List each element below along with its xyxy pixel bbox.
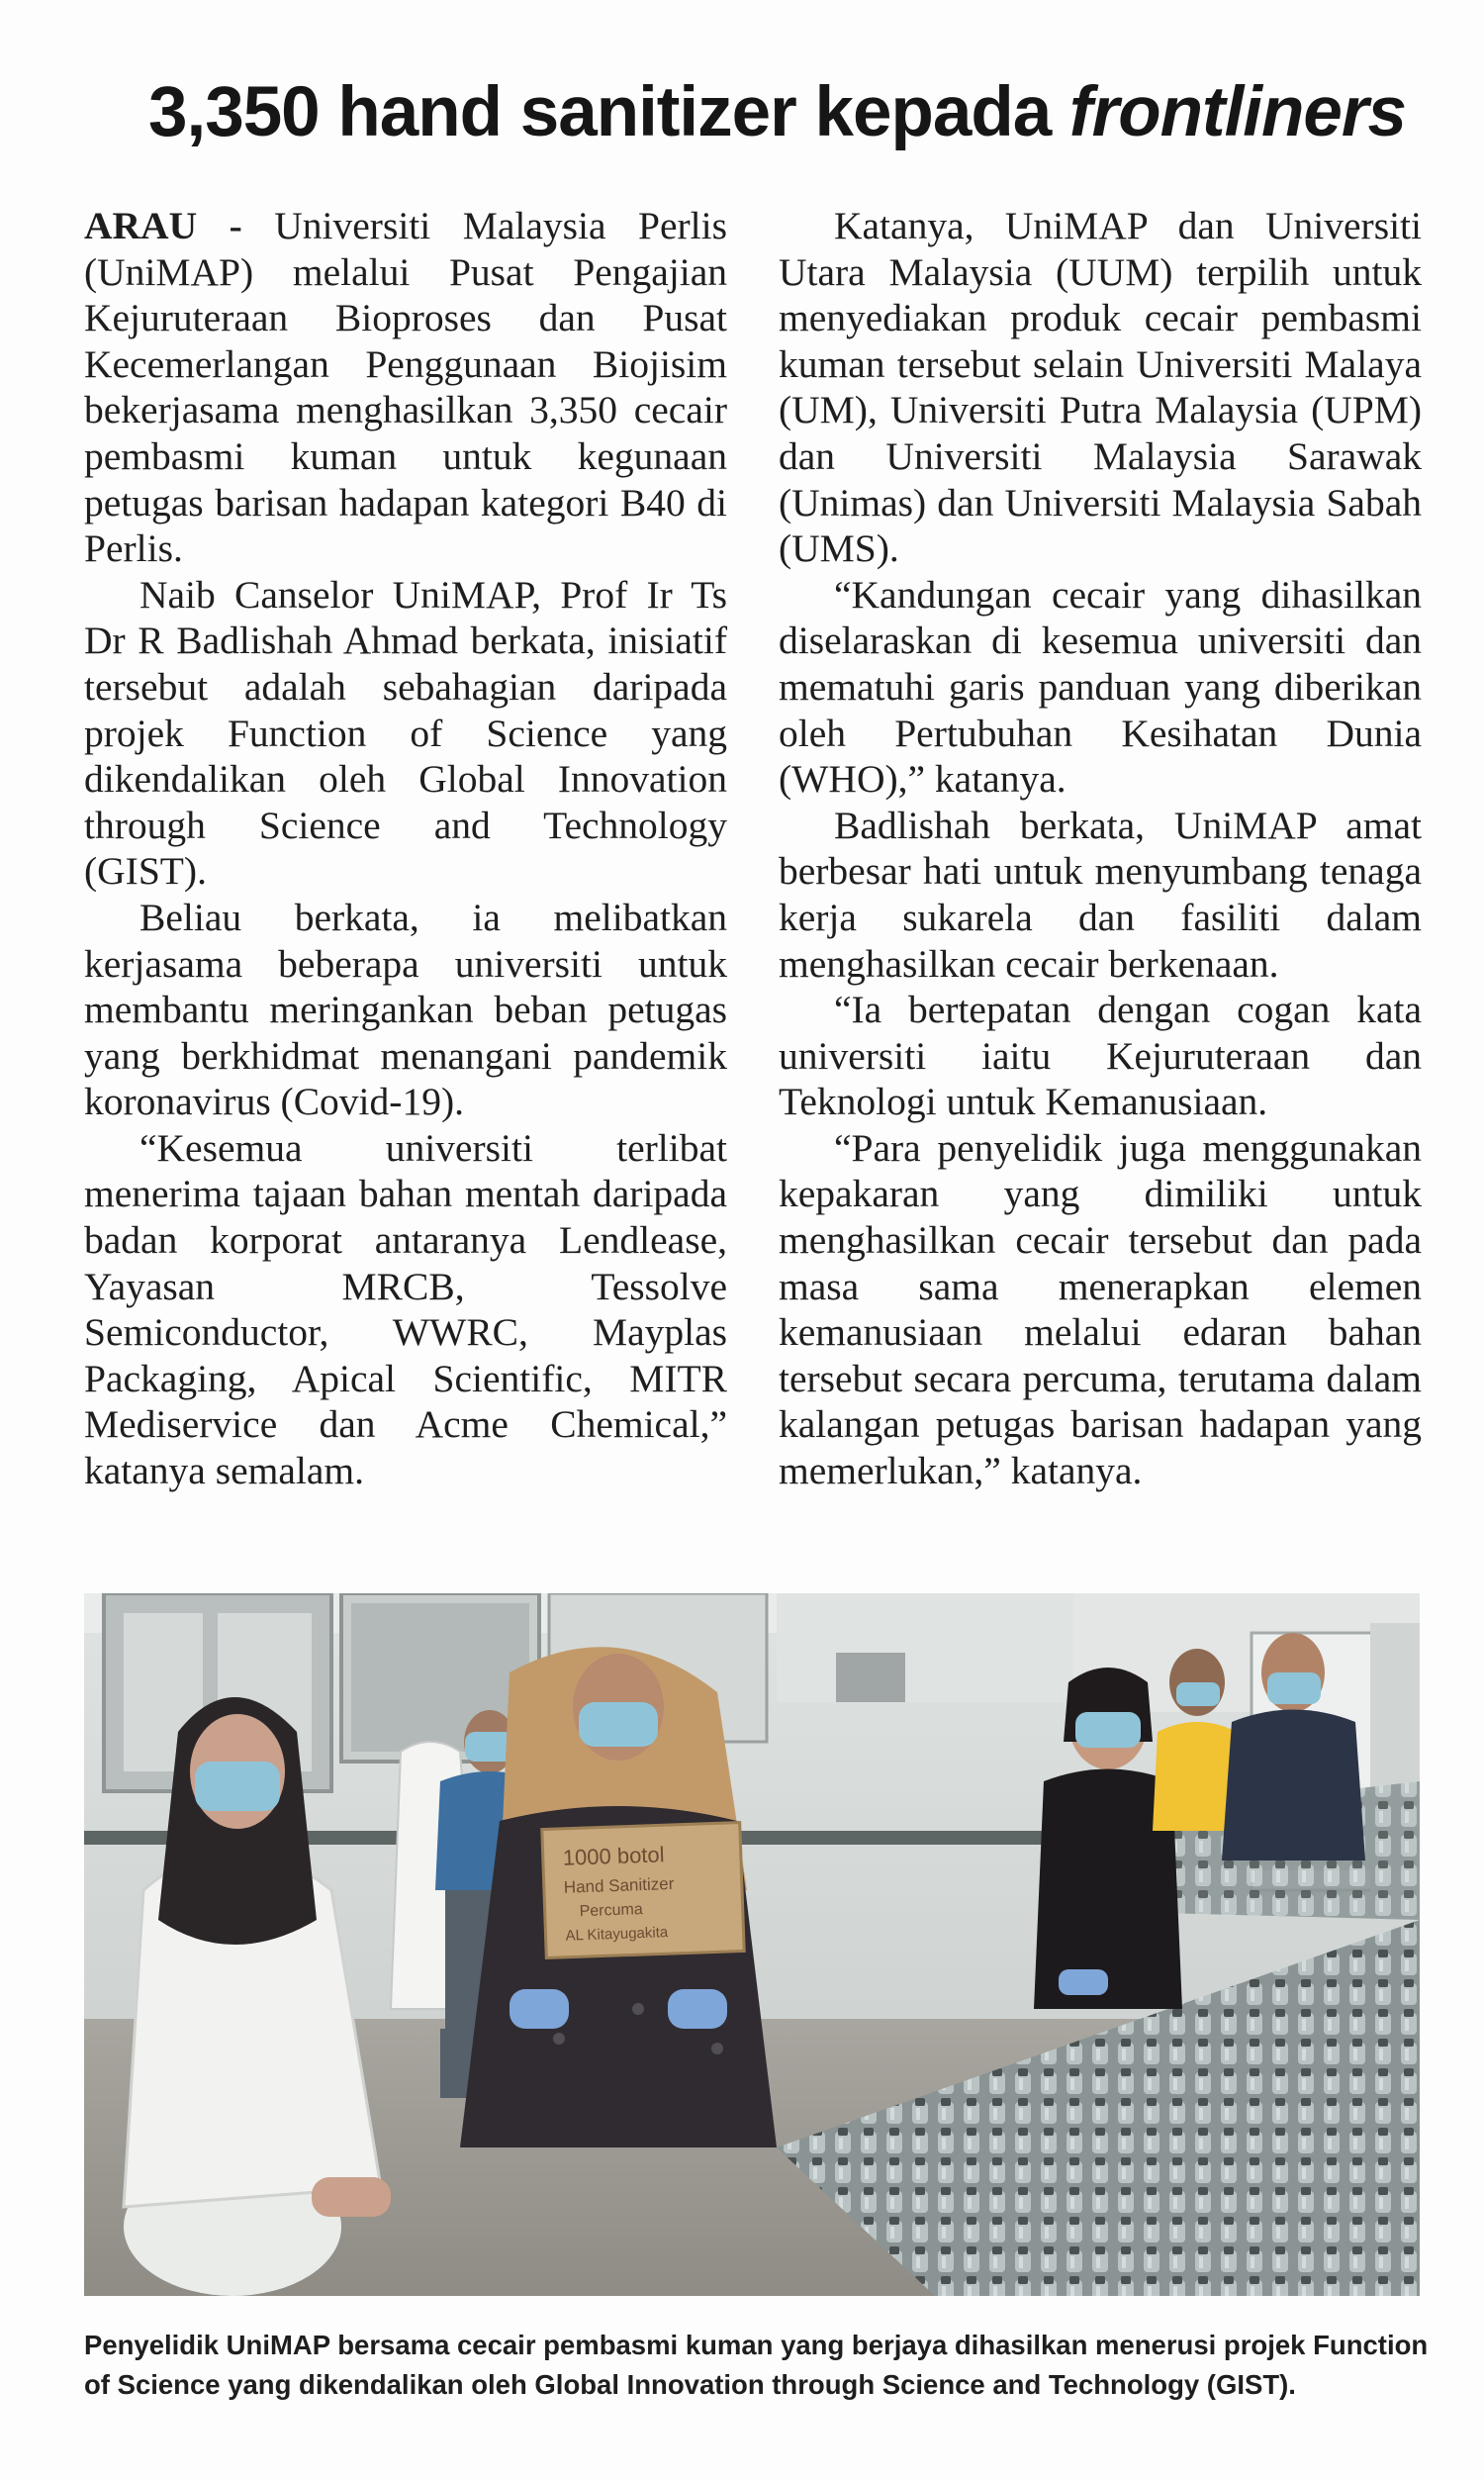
news-photo	[84, 1593, 1420, 2296]
photo-illustration	[84, 1593, 1420, 2296]
photo-caption: Penyelidik UniMAP bersama cecair pembasmi kuman yang berjaya dihasilkan menerusi projek Function of Science yang dikendalikan oleh Global Innovation through Science and Technology (GIST).	[84, 2330, 1429, 2400]
article-paragraph: “Para penyelidik juga menggunakan kepakaran yang dimiliki untuk menghasilkan cecair tersebut dan pada masa sama menerapkan elemen kemanusiaan melalui edaran bahan tersebut secara percuma, terutama dalam kalangan petugas barisan hadapan yang memerlukan,” katanya.	[779, 1125, 1422, 1493]
headline	[148, 69, 1435, 156]
article-paragraph: Katanya, UniMAP dan Universiti Utara Malaysia (UUM) terpilih untuk menyediakan produk cecair pembasmi kuman tersebut selain Universiti Malaya (UM), Universiti Putra Malaysia (UPM) dan Universiti Malaysia Sarawak (Unimas) dan Universiti Malaysia Sabah (UMS).	[779, 204, 1422, 571]
sign-line-2: Hand Sanitizer	[563, 1873, 675, 1897]
sign-line-1: 1000 botol	[562, 1842, 665, 1870]
article-paragraph: Naib Canselor UniMAP, Prof Ir Ts Dr R Badlishah Ahmad berkata, inisiatif tersebut adalah sebahagian daripada projek Function of Science yang dikendalikan oleh Global Innovation through Science and Technology (GIST).	[84, 572, 727, 894]
article-paragraph: Badlishah berkata, UniMAP amat berbesar hati untuk menyumbang tenaga kerja sukarela dan fasiliti dalam menghasilkan cecair berkenaan.	[779, 803, 1422, 986]
article-paragraph: “Kandungan cecair yang dihasilkan diselaraskan di kesemua universiti dan mematuhi garis panduan yang diberikan oleh Pertubuhan Kesihatan Dunia (WHO),” katanya.	[779, 572, 1422, 802]
headline-main: 3,350 hand sanitizer kepada	[148, 73, 1069, 151]
article-paragraph: Beliau berkata, ia melibatkan kerjasama beberapa universiti untuk membantu meringankan beban petugas yang berkhidmat menangani pandemik koronavirus (Covid-19).	[84, 895, 727, 1124]
article-column-left	[84, 203, 727, 1494]
article-column-right	[779, 203, 1422, 1494]
article-paragraph: “Ia bertepatan dengan cogan kata universiti iaitu Kejuruteraan dan Teknologi untuk Kemanusiaan.	[779, 988, 1422, 1124]
sign-line-4: AL Kitayugakita	[565, 1924, 669, 1945]
cardboard-sign	[542, 1823, 744, 1958]
article-paragraph: ARAU - Universiti Malaysia Perlis (UniMAP) melalui Pusat Pengajian Kejuruteraan Bioproses dan Pusat Kecemerlangan Penggunaan Biojisim bekerjasama menghasilkan 3,350 cecair pembasmi kuman untuk kegunaan petugas barisan hadapan kategori B40 di Perlis.	[84, 204, 727, 571]
sign-line-3: Percuma	[579, 1901, 644, 1921]
headline-italic: frontliners	[1068, 73, 1407, 151]
dateline: ARAU -	[84, 204, 242, 247]
article-paragraph: “Kesemua universiti terlibat menerima tajaan bahan mentah daripada badan korporat antaranya Lendlease, Yayasan MRCB, Tessolve Semiconductor, WWRC, Mayplas Packaging, Apical Scientific, MITR Mediservice dan Acme Chemical,” katanya semalam.	[84, 1125, 727, 1493]
